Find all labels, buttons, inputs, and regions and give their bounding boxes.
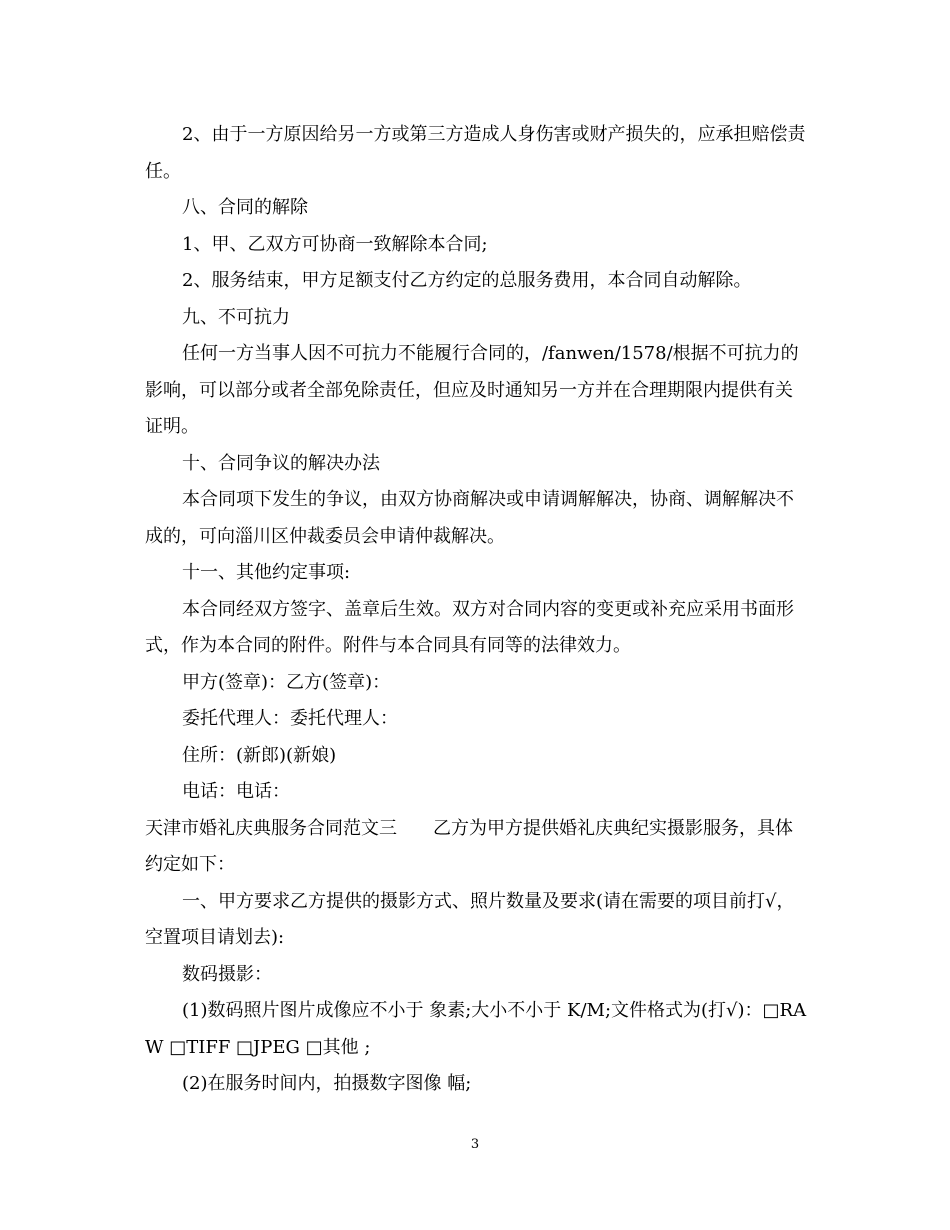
paragraph: (1)数码照片图片成像应不小于 象素;大小不小于 K/M;文件格式为(打√)：□RAW □TIFF □JPEG □其他 ; — [145, 1000, 807, 1058]
paragraph: 2、由于一方原因给另一方或第三方造成人身伤害或财产损失的，应承担赔偿责任。 — [145, 124, 806, 182]
paragraph: 一、甲方要求乙方提供的摄影方式、照片数量及要求(请在需要的项目前打√，空置项目请划去): — [145, 890, 795, 948]
section-heading: 十、合同争议的解决办法 — [182, 452, 380, 474]
page-number: 3 — [470, 1137, 480, 1152]
section-heading: 八、合同的解除 — [182, 197, 308, 218]
paragraph: 2、服务结束，甲方足额支付乙方约定的总服务费用，本合同自动解除。 — [182, 270, 752, 291]
paragraph: 本合同项下发生的争议，由双方协商解决或申请调解解决，协商、调解解决不成的，可向淄川区仲裁委员会申请仲裁解决。 — [145, 489, 794, 547]
paragraph: 1、甲、乙双方可协商一致解除本合同; — [182, 233, 488, 255]
address-line: 住所：(新郎)(新娘) — [182, 744, 337, 766]
section-heading: 十一、其他约定事项: — [182, 562, 351, 583]
paragraph: 本合同经双方签字、盖章后生效。双方对合同内容的变更或补充应采用书面形式，作为本合同的附件。附件与本合同具有同等的法律效力。 — [145, 598, 794, 656]
agent-line: 委托代理人：委托代理人： — [182, 708, 398, 729]
section-heading: 九、不可抗力 — [182, 306, 290, 328]
document-body — [145, 117, 810, 1103]
signature-line: 甲方(签章)：乙方(签章)： — [182, 671, 391, 693]
paragraph: 数码摄影： — [182, 963, 272, 985]
paragraph: (2)在服务时间内，拍摄数字图像 幅; — [182, 1073, 472, 1094]
paragraph: 天津市婚礼庆典服务合同范文三 乙方为甲方提供婚礼庆典纪实摄影服务，具体约定如下： — [145, 817, 793, 875]
phone-line: 电话：电话： — [182, 781, 290, 802]
paragraph: 任何一方当事人因不可抗力不能履行合同的，/fanwen/1578/根据不可抗力的影响，可以部分或者全部免除责任，但应及时通知另一方并在合理期限内提供有关证明。 — [145, 343, 799, 437]
